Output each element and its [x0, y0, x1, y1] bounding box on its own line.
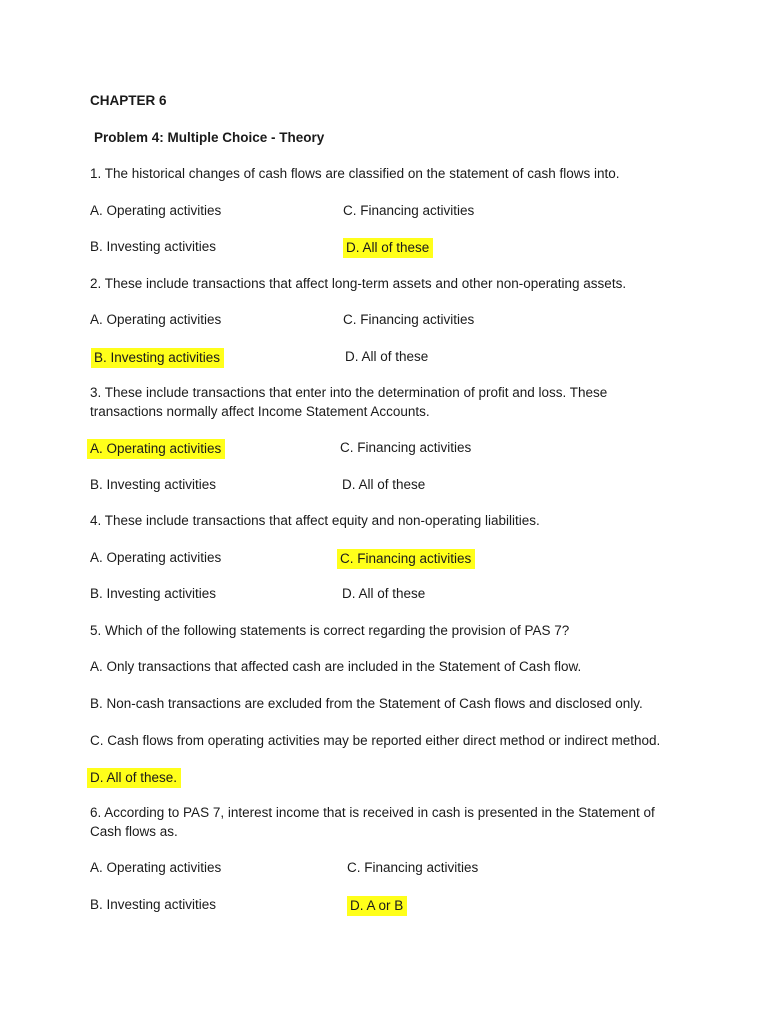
question-4-text: 4. These include transactions that affect equity and non-operating liabilities. [90, 513, 540, 528]
question-3-option-b: B. Investing activities [90, 477, 217, 492]
question-2-option-a: A. Operating activities [90, 312, 222, 327]
question-6-option-b: B. Investing activities [90, 897, 217, 912]
question-1-option-a: A. Operating activities [90, 203, 222, 218]
question-3-option-a-highlighted: A. Operating activities [87, 439, 225, 459]
question-5-option-b: B. Non-cash transactions are excluded from the Statement of Cash flows and disclosed only. [90, 696, 643, 711]
question-3-option-d: D. All of these [342, 477, 426, 492]
question-4-option-d: D. All of these [342, 586, 426, 601]
question-2-option-b-highlighted: B. Investing activities [91, 348, 224, 368]
question-4-option-c-highlighted: C. Financing activities [337, 549, 475, 569]
question-2-text: 2. These include transactions that affect long-term assets and other non-operating assets. [90, 276, 627, 291]
question-5-text: 5. Which of the following statements is correct regarding the provision of PAS 7? [90, 623, 570, 638]
question-1-option-b: B. Investing activities [90, 239, 217, 254]
question-1-option-d-highlighted: D. All of these [343, 238, 433, 258]
question-6-option-d-highlighted: D. A or B [347, 896, 407, 916]
question-4-option-a: A. Operating activities [90, 550, 222, 565]
question-1-option-c: C. Financing activities [343, 203, 475, 218]
question-5-option-a: A. Only transactions that affected cash are included in the Statement of Cash flow. [90, 659, 582, 674]
question-6-text-line-2: Cash flows as. [90, 824, 178, 839]
question-6-text-line-1: 6. According to PAS 7, interest income that is received in cash is presented in the Statement of [90, 805, 655, 820]
question-6-option-a: A. Operating activities [90, 860, 222, 875]
question-2-option-d: D. All of these [345, 349, 429, 364]
chapter-heading: CHAPTER 6 [90, 93, 167, 108]
question-3-text-line-2: transactions normally affect Income Statement Accounts. [90, 404, 430, 419]
question-5-option-c: C. Cash flows from operating activities may be reported either direct method or indirect method. [90, 733, 661, 748]
question-3-text-line-1: 3. These include transactions that enter into the determination of profit and loss. These [90, 385, 608, 400]
question-1-text: 1. The historical changes of cash flows are classified on the statement of cash flows into. [90, 166, 620, 181]
question-6-option-c: C. Financing activities [347, 860, 479, 875]
question-3-option-c: C. Financing activities [340, 440, 472, 455]
problem-title: Problem 4: Multiple Choice - Theory [94, 130, 325, 145]
question-2-option-c: C. Financing activities [343, 312, 475, 327]
question-4-option-b: B. Investing activities [90, 586, 217, 601]
question-5-option-d-highlighted: D. All of these. [87, 768, 181, 788]
